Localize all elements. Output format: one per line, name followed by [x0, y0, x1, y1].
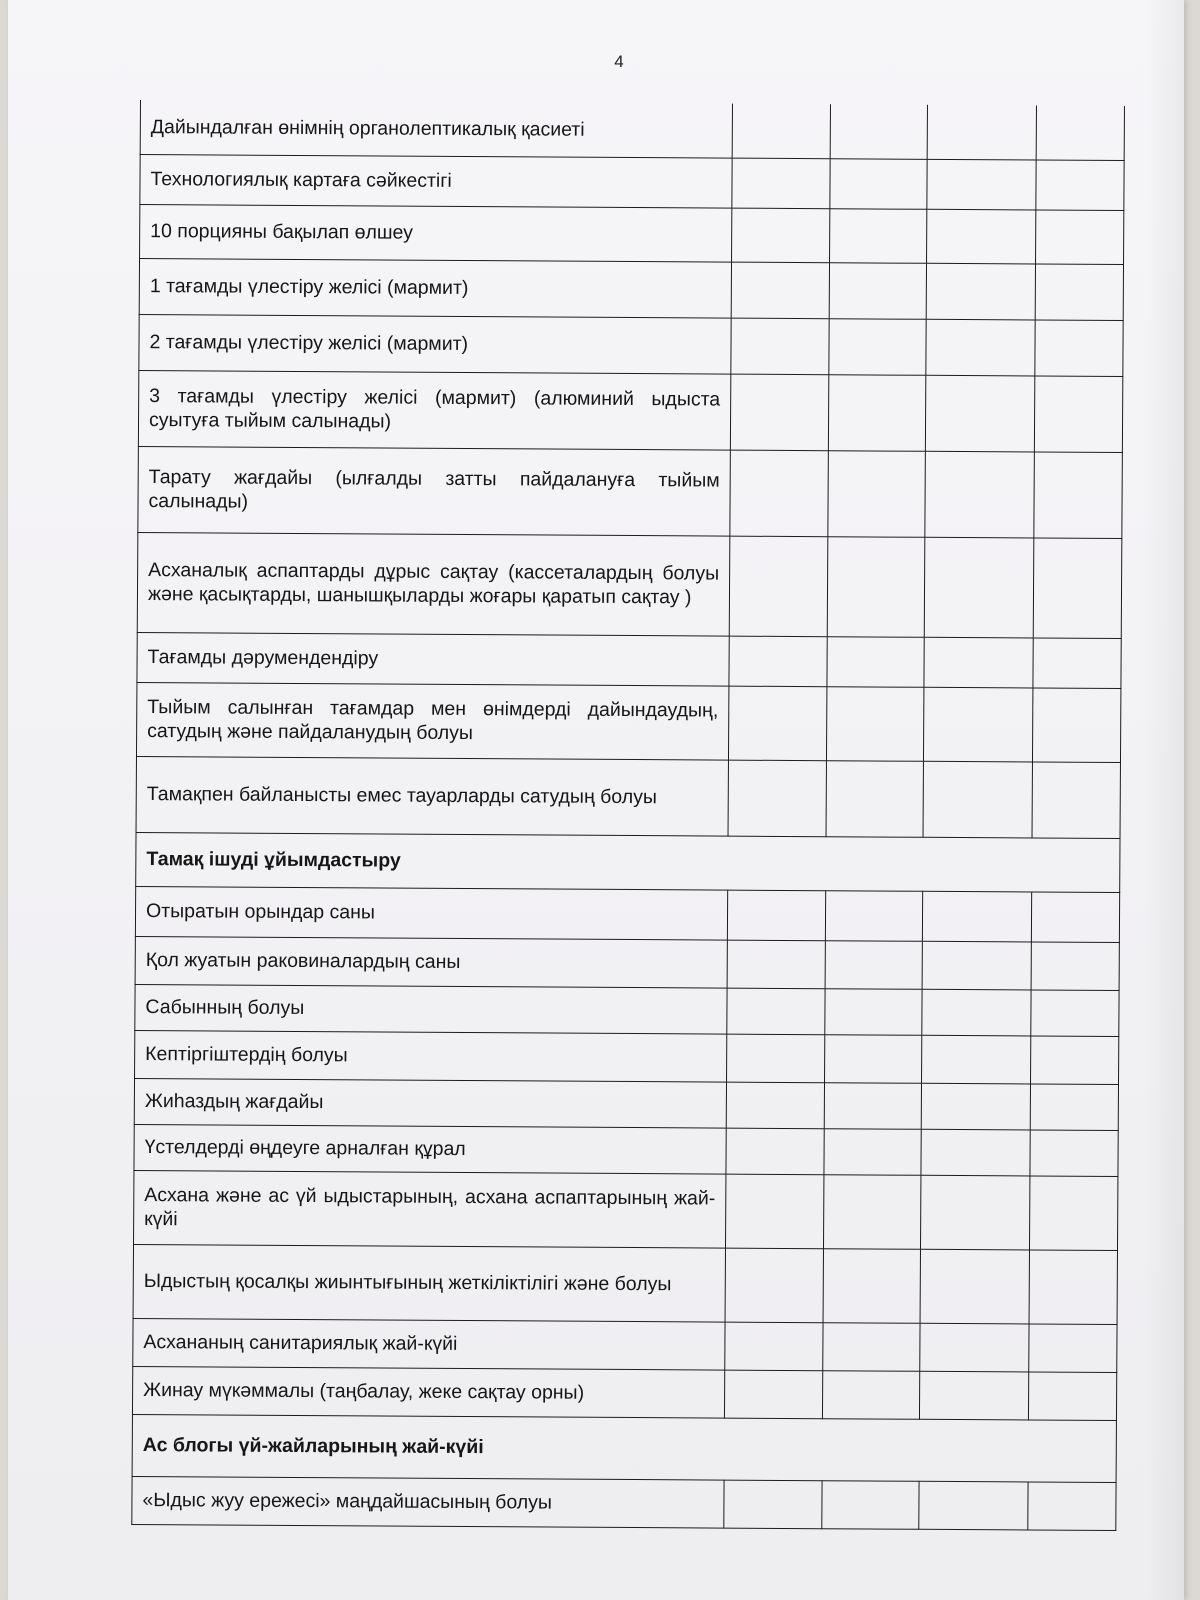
criterion-label: Кептіргіштердің болуы	[135, 1030, 727, 1082]
criterion-label: Жинау мүкәммалы (таңбалау, жеке сақтау орны)	[132, 1366, 724, 1418]
table-row	[136, 756, 1120, 838]
score-cell-1[interactable]	[731, 262, 829, 319]
score-cell-1[interactable]	[724, 1370, 822, 1419]
score-cell-3[interactable]	[922, 891, 1031, 942]
score-cell-2[interactable]	[825, 890, 922, 941]
table-row	[137, 532, 1122, 638]
score-cell-2[interactable]	[828, 374, 925, 451]
table-row	[136, 682, 1120, 762]
score-cell-1[interactable]	[732, 158, 830, 209]
score-cell-2[interactable]	[823, 1322, 920, 1371]
score-cell-4[interactable]	[1031, 941, 1119, 990]
score-cell-4[interactable]	[1033, 537, 1122, 638]
score-cell-2[interactable]	[825, 1034, 922, 1083]
criterion-label: Технологиялық картаға сәйкестігі	[140, 154, 732, 208]
score-cell-4[interactable]	[1029, 1323, 1117, 1372]
table-row	[133, 1318, 1117, 1372]
score-cell-1[interactable]	[729, 536, 828, 637]
score-cell-3[interactable]	[926, 263, 1035, 320]
table-row	[132, 1476, 1116, 1530]
table-row	[135, 1030, 1119, 1084]
criterion-label: Қол жуатын раковиналардың саны	[135, 936, 727, 988]
score-cell-3[interactable]	[920, 1175, 1029, 1250]
criterion-label: Үстелдерді өңдеуге арналған құрал	[134, 1124, 726, 1174]
score-cell-3[interactable]	[923, 687, 1032, 762]
score-cell-4[interactable]	[1035, 263, 1123, 320]
score-cell-3[interactable]	[922, 941, 1031, 990]
score-cell-4[interactable]	[1028, 1481, 1116, 1530]
score-cell-3[interactable]	[919, 1371, 1028, 1420]
score-cell-3[interactable]	[924, 537, 1034, 638]
score-cell-4[interactable]	[1036, 159, 1124, 210]
table-row	[133, 1244, 1117, 1324]
score-cell-4[interactable]	[1032, 687, 1120, 762]
score-cell-4[interactable]	[1031, 1035, 1119, 1084]
section-header-row	[136, 832, 1120, 892]
score-cell-1[interactable]	[727, 988, 825, 1035]
score-cell-3[interactable]	[922, 1035, 1031, 1084]
score-cell-3[interactable]	[924, 637, 1033, 688]
section-title: Тамақ ішуді ұйымдастыру	[136, 832, 1120, 892]
score-cell-3[interactable]	[925, 451, 1035, 538]
score-cell-4[interactable]	[1029, 1175, 1117, 1250]
score-cell-2[interactable]	[829, 262, 926, 319]
score-cell-4[interactable]	[1030, 1129, 1118, 1176]
table-row	[135, 936, 1119, 990]
score-cell-2[interactable]	[826, 686, 923, 761]
criterion-label: Отыратын орындар саны	[135, 886, 727, 940]
score-cell-2[interactable]	[829, 318, 926, 375]
score-cell-1[interactable]	[728, 686, 826, 761]
score-cell-3[interactable]	[920, 1249, 1029, 1324]
score-cell-1[interactable]	[730, 374, 828, 451]
score-cell-3[interactable]	[921, 1129, 1030, 1176]
criterion-label: Тыйым салынған тағамдар мен өнімдерді дайындаудың, сатудың және пайдаланудың болуы	[136, 682, 728, 760]
table-row	[139, 314, 1123, 376]
score-cell-2[interactable]	[828, 450, 926, 537]
score-cell-1[interactable]	[727, 940, 825, 989]
criterion-label: 3 тағамды үлестіру желісі (мармит) (алюминий ыдыста суытуға тыйым салынады)	[138, 370, 730, 450]
score-cell-1[interactable]	[724, 1480, 822, 1529]
page-edge-shadow	[1144, 0, 1184, 1600]
score-cell-1[interactable]	[732, 208, 830, 263]
table-row	[134, 1124, 1118, 1176]
document-page	[8, 0, 1184, 1600]
score-cell-3[interactable]	[927, 105, 1036, 160]
score-cell-4[interactable]	[1028, 1371, 1116, 1420]
table-row	[132, 1366, 1116, 1420]
score-cell-2[interactable]	[830, 208, 927, 263]
criterion-label: Сабынның болуы	[135, 984, 727, 1034]
criterion-label: Тағамды дәрумендендіру	[137, 632, 729, 686]
score-cell-4[interactable]	[1036, 209, 1124, 264]
score-cell-2[interactable]	[823, 1174, 920, 1249]
section-header-row	[132, 1414, 1116, 1482]
score-cell-4[interactable]	[1036, 105, 1124, 160]
score-cell-2[interactable]	[827, 636, 924, 687]
score-cell-1[interactable]	[726, 1174, 824, 1249]
score-cell-2[interactable]	[825, 940, 922, 989]
score-cell-1[interactable]	[729, 636, 827, 687]
score-cell-4[interactable]	[1029, 1249, 1117, 1324]
score-cell-4[interactable]	[1034, 451, 1123, 538]
table-row	[140, 204, 1124, 264]
criterion-label: 2 тағамды үлестіру желісі (мармит)	[139, 314, 731, 374]
score-cell-2[interactable]	[827, 536, 925, 637]
score-cell-1[interactable]	[730, 450, 829, 537]
score-cell-3[interactable]	[919, 1481, 1028, 1530]
score-cell-2[interactable]	[824, 1082, 921, 1129]
score-cell-1[interactable]	[725, 1322, 823, 1371]
score-cell-4[interactable]	[1033, 637, 1121, 688]
score-cell-2[interactable]	[824, 1128, 921, 1175]
criterion-label: Асхана және ас үй ыдыстарының, асхана аспаптарының жай-күйі	[134, 1170, 726, 1248]
score-cell-3[interactable]	[927, 159, 1036, 210]
criterion-label: Ыдыстың қосалқы жиынтығының жеткіліктілігі және болуы	[133, 1244, 725, 1322]
score-cell-3[interactable]	[922, 989, 1031, 1036]
score-cell-3[interactable]	[923, 761, 1032, 838]
criterion-label: Асхананың санитариялық жай-күйі	[133, 1318, 725, 1370]
score-cell-1[interactable]	[732, 104, 830, 159]
score-cell-4[interactable]	[1034, 375, 1122, 452]
criterion-label: Тарату жағдайы (ылғалды затты пайдалануға тыйым салынады)	[138, 446, 731, 536]
criterion-label: «Ыдыс жуу ережесі» маңдайшасының болуы	[132, 1476, 724, 1528]
score-cell-2[interactable]	[830, 104, 927, 159]
score-cell-4[interactable]	[1031, 989, 1119, 1036]
score-cell-3[interactable]	[920, 1323, 1029, 1372]
score-cell-3[interactable]	[921, 1083, 1030, 1130]
criterion-label: Дайындалған өнімнің органолептикалық қасиеті	[140, 100, 732, 158]
table-row	[135, 886, 1119, 942]
score-cell-4[interactable]	[1030, 1083, 1118, 1130]
table-row	[139, 258, 1123, 320]
score-cell-2[interactable]	[830, 158, 927, 209]
score-cell-4[interactable]	[1032, 761, 1120, 838]
inspection-checklist-table	[131, 100, 1125, 1530]
table-row	[140, 100, 1124, 160]
criterion-label: 10 порцияны бақылап өлшеу	[140, 204, 732, 262]
score-cell-3[interactable]	[926, 319, 1035, 376]
score-cell-1[interactable]	[727, 1034, 825, 1083]
score-cell-1[interactable]	[725, 1248, 823, 1323]
table-row	[137, 632, 1121, 688]
table-row	[135, 984, 1119, 1036]
table-row	[138, 446, 1123, 538]
score-cell-2[interactable]	[823, 1248, 920, 1323]
score-cell-2[interactable]	[822, 1480, 919, 1529]
section-title: Ас блогы үй-жайларының жай-күйі	[132, 1414, 1116, 1482]
table-row	[134, 1078, 1118, 1130]
score-cell-1[interactable]	[726, 1128, 824, 1175]
page-number: 4	[614, 52, 624, 71]
table-row	[138, 370, 1122, 452]
table-row	[140, 154, 1124, 210]
score-cell-1[interactable]	[727, 890, 825, 941]
criterion-label: Жиһаздың жағдайы	[134, 1078, 726, 1128]
score-cell-2[interactable]	[825, 988, 922, 1035]
table-row	[134, 1170, 1118, 1250]
score-cell-4[interactable]	[1031, 891, 1119, 942]
score-cell-2[interactable]	[826, 760, 923, 837]
score-cell-1[interactable]	[726, 1082, 824, 1129]
score-cell-1[interactable]	[728, 760, 826, 837]
score-cell-2[interactable]	[822, 1370, 919, 1419]
score-cell-4[interactable]	[1035, 319, 1123, 376]
criterion-label: Асханалық аспаптарды дұрыс сақтау (кассеталардың болуы және қасықтарды, шанышқыларды жоғары қаратып сақтау )	[137, 532, 730, 636]
score-cell-1[interactable]	[731, 318, 829, 375]
criterion-label: 1 тағамды үлестіру желісі (мармит)	[139, 258, 731, 318]
score-cell-3[interactable]	[925, 375, 1034, 452]
score-cell-3[interactable]	[927, 209, 1036, 264]
criterion-label: Тамақпен байланысты емес тауарларды сатудың болуы	[136, 756, 728, 836]
